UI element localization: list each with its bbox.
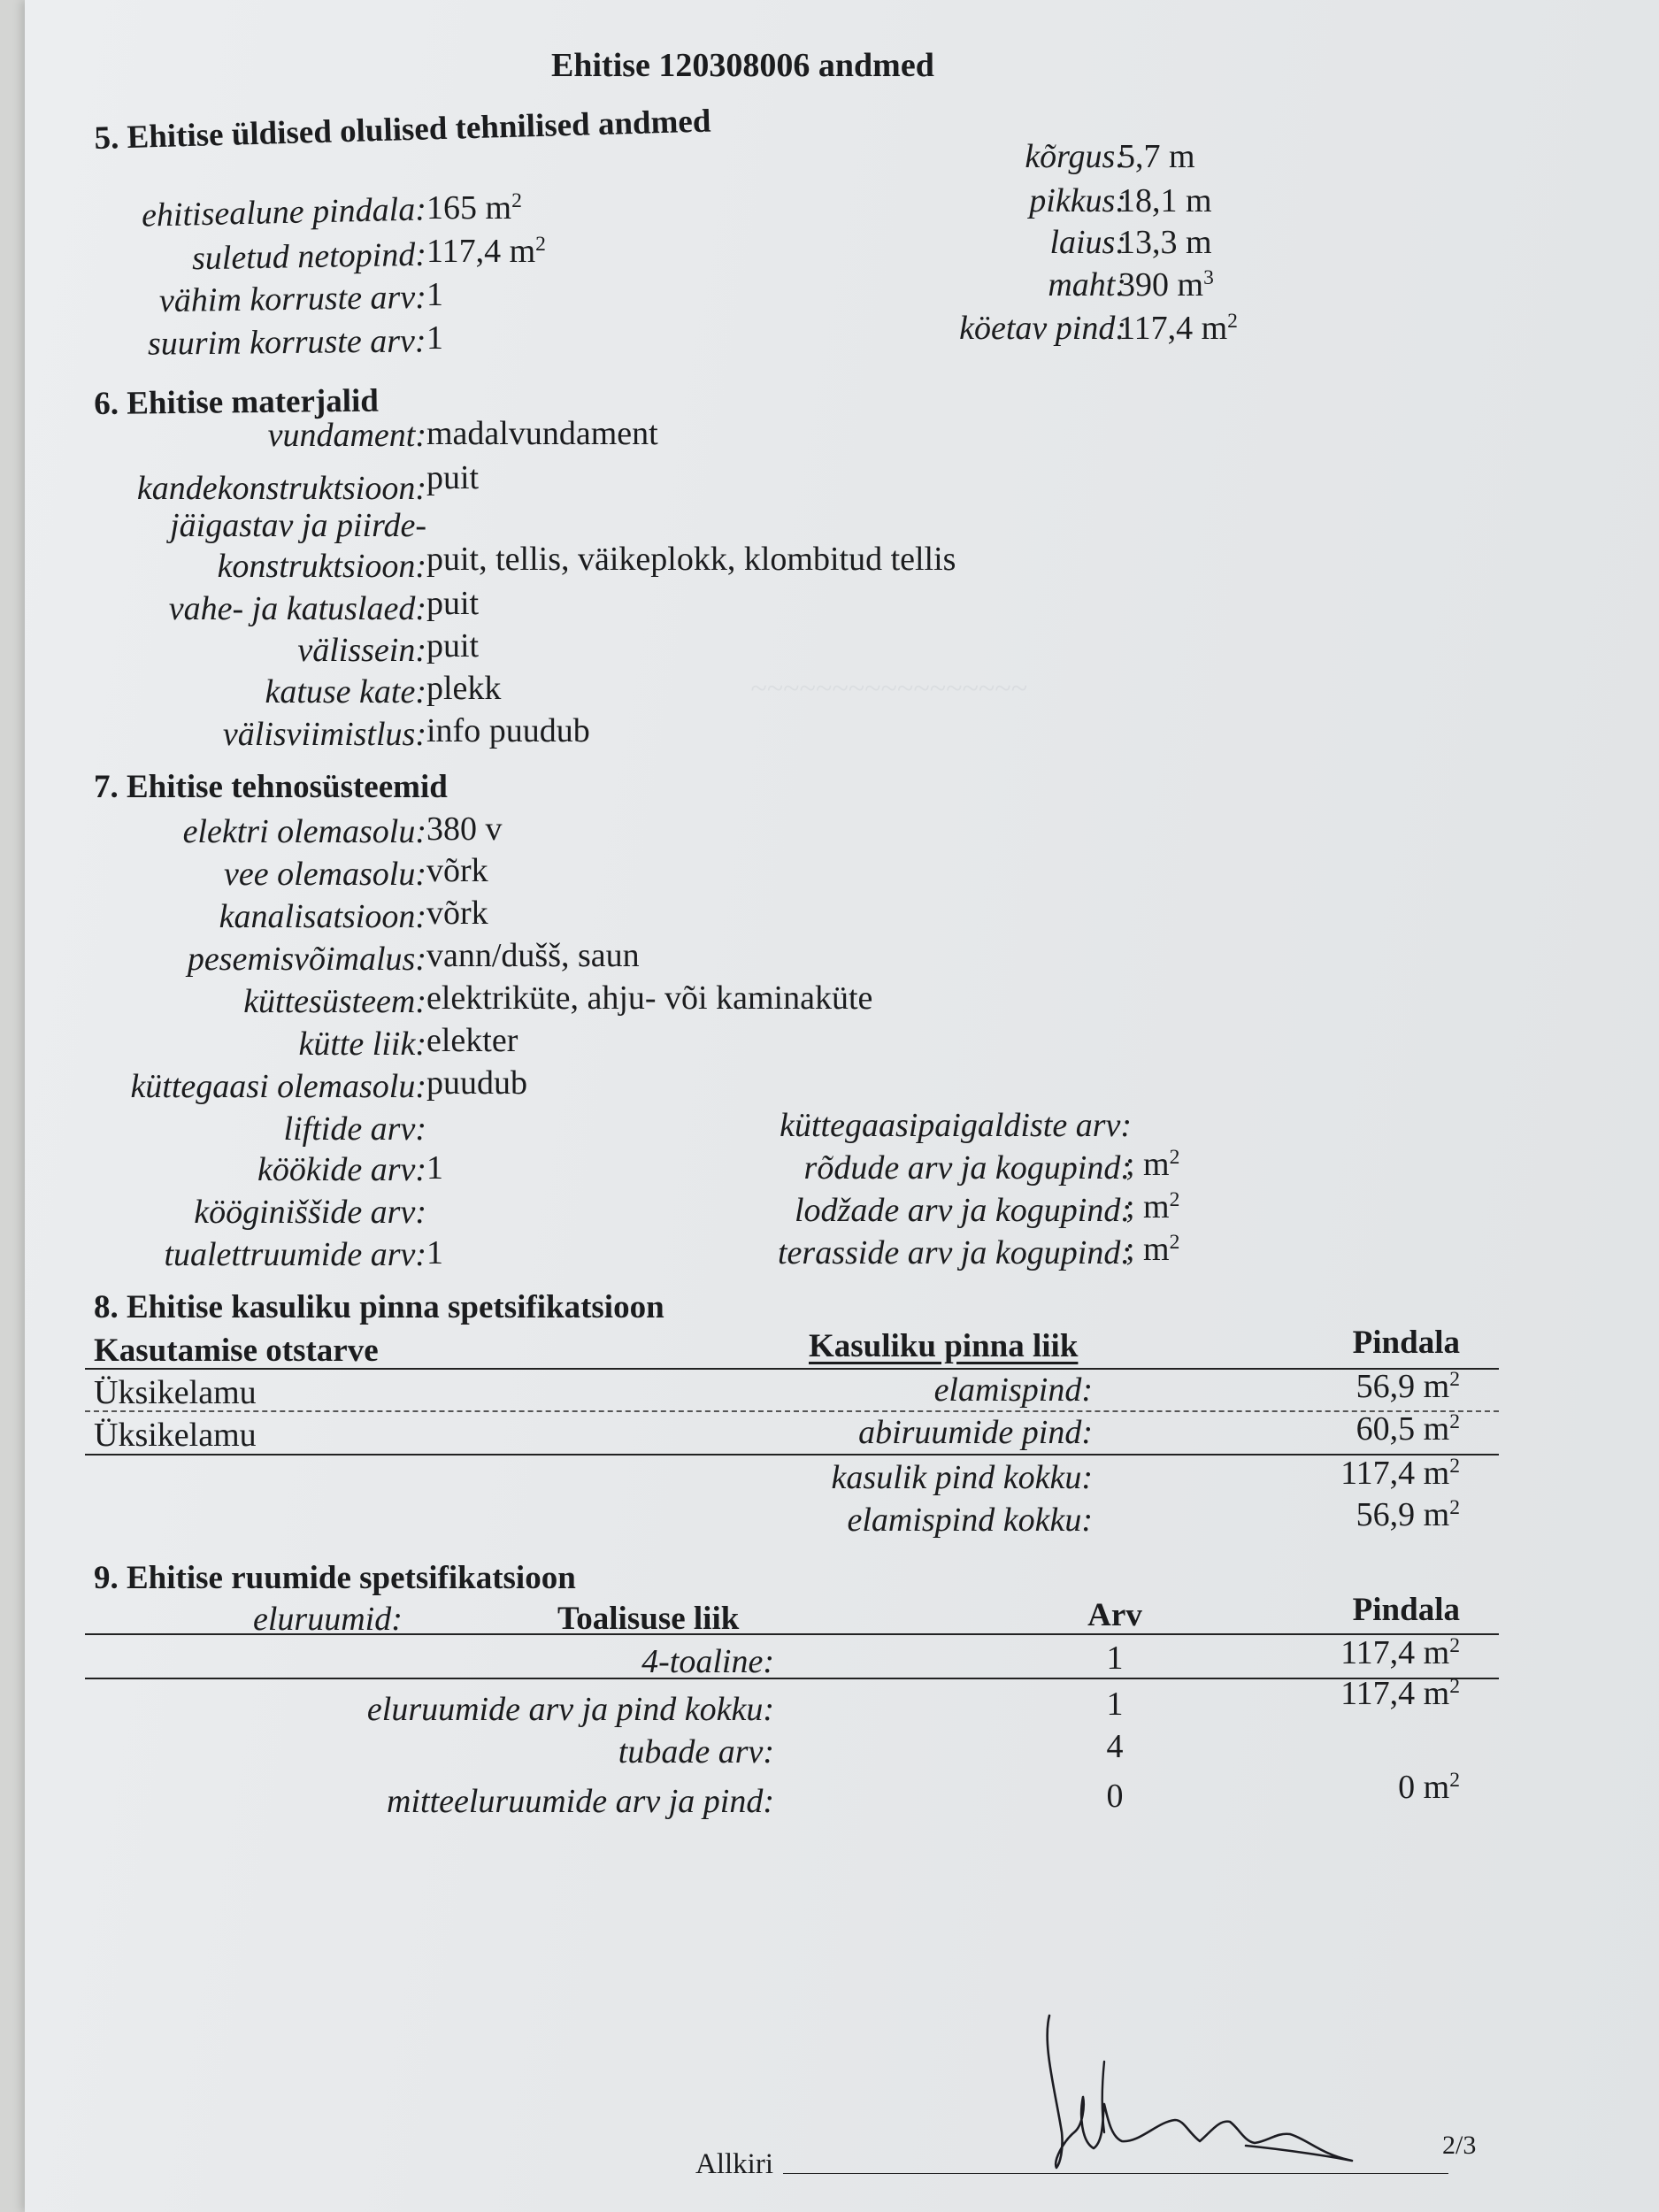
field-label: rõdude arv ja kogupind: (803, 1149, 1132, 1187)
field-label: vähim korruste arv: (158, 278, 427, 320)
field-label: suurim korruste arv: (148, 322, 427, 363)
section-6-heading: 6. Ehitise materjalid (94, 382, 380, 422)
col-header-room-type: Toalisuse liik (557, 1601, 740, 1637)
field-value: 117,4 $m^2$ (426, 233, 546, 270)
field-value: 117,4 $m^2$ (1118, 310, 1238, 347)
field-label: küttegaasipaigaldiste arv: (780, 1107, 1132, 1144)
field-label: pesemisvõimalus: (187, 941, 426, 978)
table-cell-usage: Üksikelamu (94, 1374, 257, 1411)
field-label: maht: (1048, 266, 1126, 303)
table-row-divider (85, 1410, 1499, 1412)
table-rule (85, 1678, 1499, 1679)
field-value: ; $m^2$ (1125, 1146, 1180, 1183)
field-label: köökide arv: (257, 1151, 426, 1188)
table-cell-area-type: elamispind: (933, 1371, 1093, 1409)
field-value: 1 (426, 1234, 443, 1271)
field-label: konstruktsioon: (217, 548, 426, 585)
field-label: välissein: (297, 632, 426, 669)
room-type-label: 4-toaline: (641, 1643, 774, 1680)
field-value: puit (426, 585, 480, 622)
table-cell-area: 56,9 $m^2$ (1356, 1368, 1460, 1405)
field-label: vee olemasolu: (224, 856, 426, 893)
total-value: 56,9 $m^2$ (1356, 1496, 1460, 1533)
table-rule (85, 1633, 1499, 1635)
field-label: laius: (1049, 224, 1126, 261)
field-value: puit (426, 627, 480, 664)
field-value: 1 (426, 276, 443, 313)
col-header-dwellings: eluruumid: (253, 1601, 403, 1638)
document-page (25, 0, 1659, 2212)
field-value: elekter (426, 1022, 518, 1059)
bleed-through: ~~~~~~~~~~~~~~~~~ (750, 672, 1027, 705)
field-value: 1 (426, 1149, 443, 1187)
col-header-area-type: Kasuliku pinna liik (809, 1328, 1079, 1364)
field-label: kanalisatsioon: (219, 898, 426, 935)
col-header-area: Pindala (1352, 1325, 1460, 1361)
summary-count: 1 (1106, 1686, 1124, 1723)
table-rule (85, 1368, 1499, 1370)
field-label: vahe- ja katuslaed: (168, 590, 426, 627)
summary-area: 0 $m^2$ (1398, 1769, 1460, 1806)
table-cell-area-type: abiruumide pind: (858, 1414, 1093, 1451)
summary-area: 117,4 $m^2$ (1340, 1675, 1460, 1712)
field-value: võrk (426, 852, 488, 889)
field-label: elektri olemasolu: (182, 813, 426, 850)
field-value: 1 (426, 319, 443, 357)
field-label: katuse kate: (265, 673, 426, 710)
field-value: 13,3 m (1118, 224, 1212, 261)
field-label: lodžade arv ja kogupind: (794, 1192, 1132, 1229)
table-cell-usage: Üksikelamu (94, 1417, 257, 1454)
field-label: köetav pind: (959, 310, 1126, 347)
total-label: kasulik pind kokku: (831, 1459, 1093, 1496)
section-5-heading: 5. Ehitise üldised olulised tehnilised andmed (94, 103, 711, 157)
field-label: välisviimistlus: (222, 716, 426, 753)
field-label: liftide arv: (283, 1110, 426, 1148)
section-7-heading: 7. Ehitise tehnosüsteemid (94, 769, 448, 805)
field-value: ; $m^2$ (1125, 1188, 1180, 1225)
field-value: info puudub (426, 712, 590, 749)
field-value: vann/dušš, saun (426, 937, 640, 974)
field-value: 390 $m^3$ (1118, 266, 1214, 303)
field-value: puudub (426, 1064, 527, 1102)
table-cell-area: 60,5 $m^2$ (1356, 1410, 1460, 1448)
summary-label: mitteeluruumide arv ja pind: (387, 1783, 774, 1820)
col-header-usage: Kasutamise otstarve (94, 1333, 379, 1369)
field-value: 165 $m^2$ (426, 189, 522, 227)
field-label: kütte liik: (298, 1025, 426, 1063)
summary-count: 0 (1106, 1778, 1124, 1815)
col-header-area: Pindala (1352, 1592, 1460, 1628)
field-value: elektriküte, ahju- või kaminaküte (426, 979, 873, 1017)
field-value: 380 v (426, 810, 503, 848)
field-value: 18,1 m (1118, 182, 1212, 219)
field-value: ; $m^2$ (1125, 1231, 1180, 1268)
room-count: 1 (1106, 1640, 1124, 1677)
table-rule (85, 1454, 1499, 1455)
field-label: pikkus: (1029, 182, 1126, 219)
summary-label: eluruumide arv ja pind kokku: (366, 1691, 774, 1728)
page-title: Ehitise 120308006 andmed (551, 47, 934, 84)
field-value: 5,7 m (1118, 138, 1195, 175)
field-label: vundament: (267, 417, 426, 454)
field-value: plekk (426, 670, 502, 707)
page-number: 2/3 (1442, 2131, 1477, 2160)
field-label: kandekonstruktsioon: (136, 470, 426, 507)
field-label: kõrgus: (1025, 138, 1126, 175)
field-label: ehitisealune pindala: (141, 190, 427, 234)
summary-label: tubade arv: (618, 1733, 774, 1770)
section-8-heading: 8. Ehitise kasuliku pinna spetsifikatsioon (94, 1289, 664, 1325)
field-label: kööginiššide arv: (194, 1194, 426, 1231)
total-label: elamispind kokku: (847, 1502, 1093, 1539)
signature-label: Allkiri (695, 2148, 773, 2180)
section-9-heading: 9. Ehitise ruumide spetsifikatsioon (94, 1560, 576, 1596)
field-label: jäigastav ja piirde- (170, 507, 426, 544)
field-label: küttesüsteem: (243, 983, 426, 1020)
field-label: terasside arv ja kogupind: (777, 1234, 1132, 1271)
summary-count: 4 (1106, 1728, 1124, 1765)
field-value: võrk (426, 895, 488, 932)
field-label: tualettruumide arv: (164, 1236, 426, 1273)
room-area: 117,4 $m^2$ (1340, 1634, 1460, 1671)
total-value: 117,4 $m^2$ (1340, 1455, 1460, 1492)
field-label: küttegaasi olemasolu: (130, 1068, 426, 1105)
field-value: puit, tellis, väikeplokk, klombitud tellis (426, 541, 956, 578)
col-header-count: Arv (1087, 1597, 1142, 1633)
field-value: puit (426, 459, 480, 496)
handwritten-signature (998, 2008, 1423, 2185)
field-value: madalvundament (426, 415, 658, 452)
field-label: suletud netopind: (191, 235, 427, 278)
